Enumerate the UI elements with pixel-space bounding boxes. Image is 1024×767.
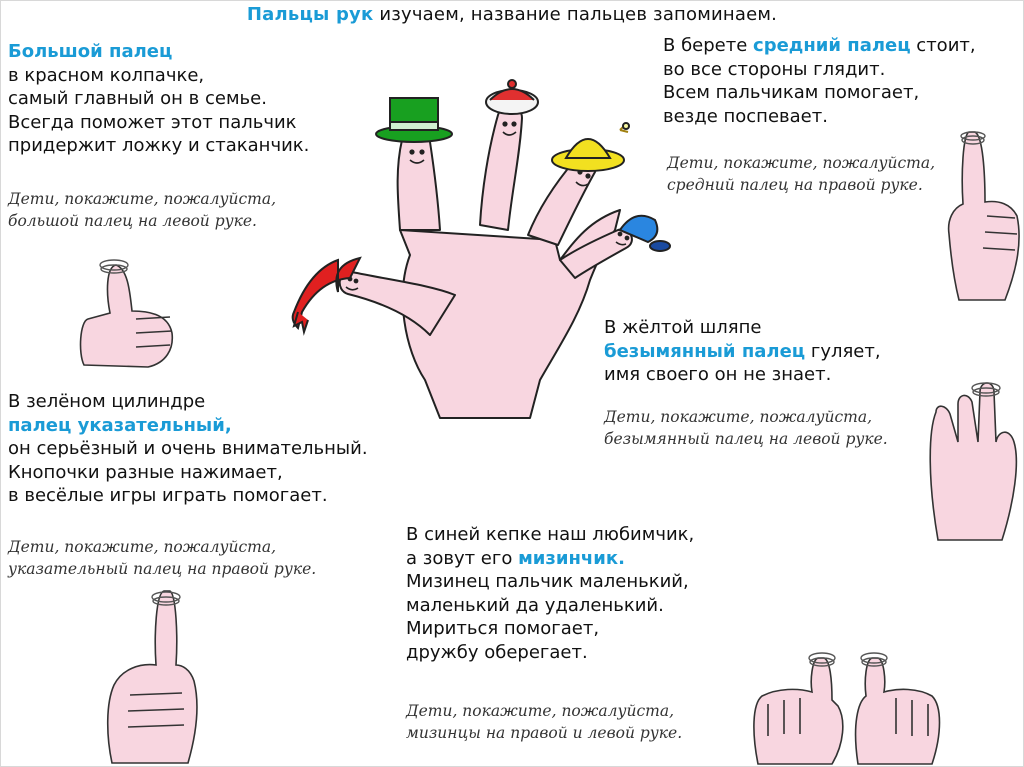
- middle-line-1-pre: В берете: [663, 35, 754, 56]
- thumb-ask: [8, 188, 276, 232]
- pinky-poem: [406, 523, 694, 664]
- page-title: [0, 4, 1024, 25]
- middle-finger-label: средний палец: [753, 35, 911, 56]
- middle-ask: [667, 152, 935, 196]
- thumb-line-1: в красном колпачке,: [8, 64, 205, 86]
- pinky-fingers-gesture-icon: [748, 640, 948, 765]
- thumb-header: Большой палец: [8, 41, 173, 62]
- middle-finger-gesture-icon: [945, 124, 1024, 302]
- hand-with-hats-illustration: [290, 80, 680, 425]
- index-ask-2: указательный палец на правой руке.: [8, 560, 317, 578]
- index-finger-label: палец указательный,: [8, 414, 232, 436]
- index-line-5: в весёлые игры играть помогает.: [8, 485, 328, 506]
- thumb-line-4: придержит ложку и стаканчик.: [8, 135, 310, 156]
- pinky-line-4: маленький да удаленький.: [406, 594, 664, 616]
- index-ask-1: Дети, покажите, пожалуйста,: [8, 538, 277, 556]
- ring-ask-1: Дети, покажите, пожалуйста,: [604, 408, 873, 426]
- ring-finger-label: безымянный палец: [604, 340, 806, 362]
- pinky-line-2-pre: а зовут его: [406, 547, 519, 569]
- thumb-poem: [8, 40, 309, 158]
- index-line-1: В зелёном цилиндре: [8, 391, 206, 412]
- title-highlight: Пальцы рук: [246, 4, 374, 25]
- index-ask: [8, 536, 316, 580]
- thumb-gesture-icon: [76, 253, 180, 371]
- pinky-ask-1: Дети, покажите, пожалуйста,: [406, 702, 675, 720]
- pinky-line-2: [406, 547, 694, 571]
- title-rest: изучаем, название пальцев запоминаем.: [373, 4, 778, 25]
- middle-ask-1: Дети, покажите, пожалуйста,: [667, 154, 936, 172]
- pinky-ask: [406, 700, 682, 744]
- thumb-ask-2: большой палец на левой руке.: [8, 212, 257, 230]
- pinky-line-1: В синей кепке наш любимчик,: [406, 524, 695, 545]
- pinky-finger-label: мизинчик.: [518, 547, 625, 569]
- ring-ask-2: безымянный палец на левой руке.: [604, 430, 888, 448]
- index-line-4: Кнопочки разные нажимает,: [8, 461, 283, 483]
- middle-line-4: везде поспевает.: [663, 105, 828, 127]
- thumb-line-3: Всегда поможет этот пальчик: [8, 111, 297, 133]
- ring-line-1: В жёлтой шляпе: [604, 317, 762, 338]
- pinky-line-5: Мириться помогает,: [406, 618, 600, 639]
- ring-finger-gesture-icon: [924, 372, 1020, 542]
- pinky-ask-2: мизинцы на правой и левой руке.: [406, 724, 683, 742]
- index-line-3: он серьёзный и очень внимательный.: [8, 438, 368, 459]
- thumb-line-2: самый главный он в семье.: [8, 88, 267, 109]
- thumb-ask-1: Дети, покажите, пожалуйста,: [8, 190, 277, 208]
- middle-line-1: [663, 34, 976, 58]
- middle-ask-2: средний палец на правой руке.: [667, 176, 923, 194]
- ring-line-3: имя своего он не знает.: [604, 364, 832, 385]
- middle-line-3: Всем пальчикам помогает,: [663, 82, 920, 103]
- pinky-line-6: дружбу оберегает.: [406, 641, 588, 663]
- ring-line-2-post: гуляет,: [805, 340, 881, 362]
- middle-line-1-post: стоит,: [910, 35, 976, 56]
- pinky-line-3: Мизинец пальчик маленький,: [406, 571, 689, 592]
- index-finger-gesture-icon: [100, 585, 210, 765]
- middle-line-2: во все стороны глядит.: [663, 58, 886, 80]
- middle-poem: [663, 34, 976, 128]
